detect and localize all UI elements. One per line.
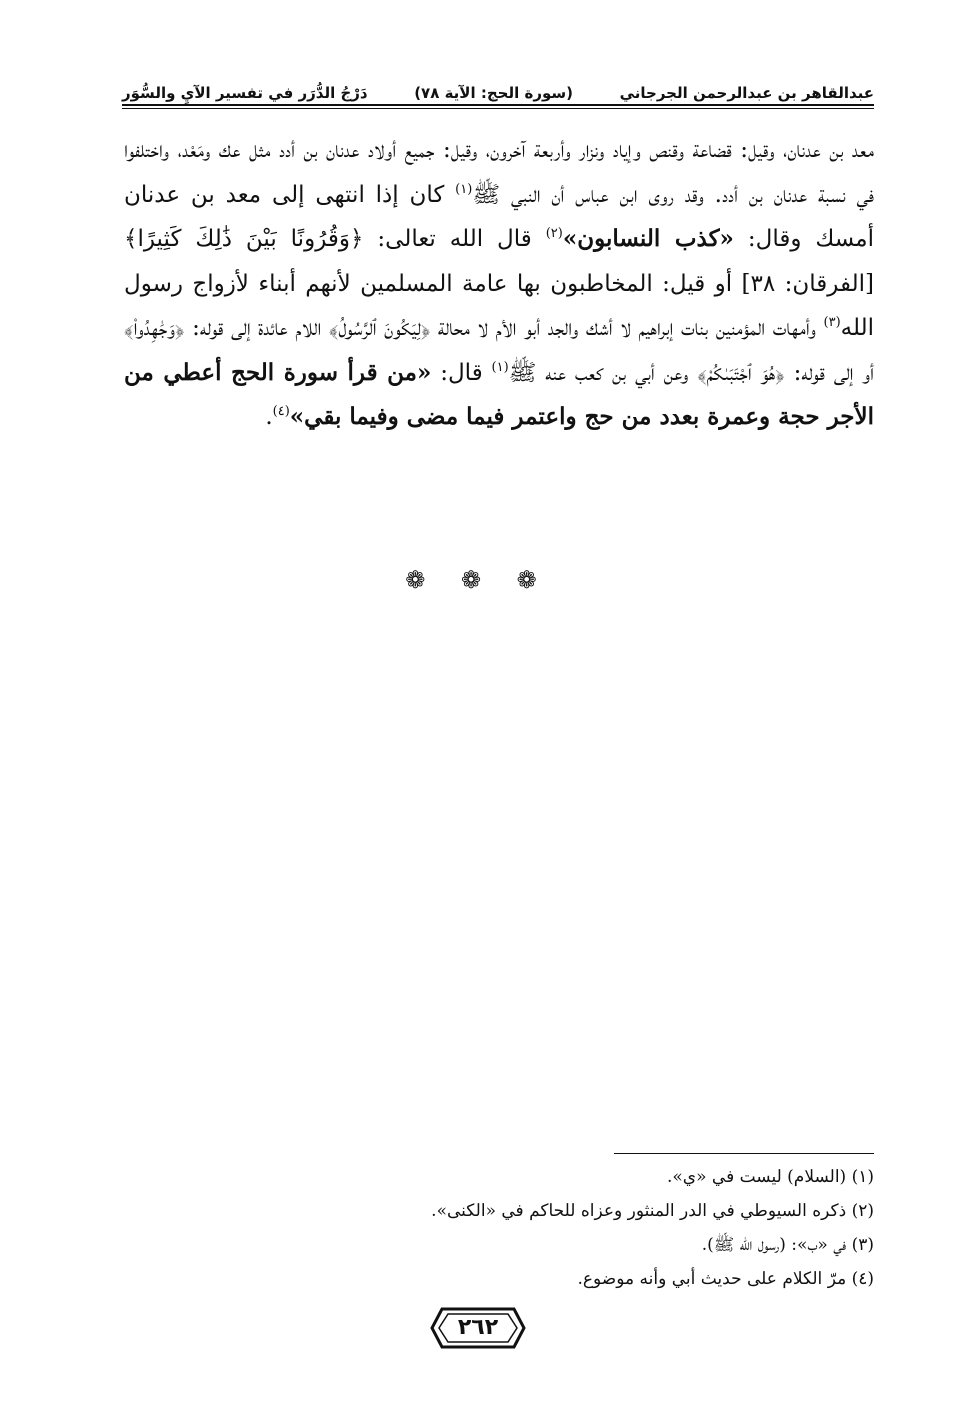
header-section: (سورة الحج: الآية ٧٨): [414, 84, 573, 102]
header-book-title: دَرْجُ الدُّرَر في تفسير الآيِ والسُّوَر: [122, 84, 368, 102]
page-number-emblem: [428, 1305, 528, 1351]
hadith-quote-2: «من قرأ سورة الحج أعطي من الأجر حجة وعمرة بعدد من حج واعتمر فيما مضى وفيما بقي»: [124, 358, 874, 430]
text-segment-5: قال:: [431, 359, 492, 386]
text-segment-2: كان إذا انتهى إلى معد بن عدنان أمسك وقال:: [124, 181, 874, 252]
text-segment-1: معد بن عدنان، وقيل: قضاعة وقنص وإياد ونزار وأربعة آخرون، وقيل: جميع أولاد عدنان بن أدد مثل عك ومَعْد، واختلفوا في نسبة عدنان بن أدد. وقد روى ابن عباس أن النبي ﷺ: [124, 137, 874, 208]
header-rule: [122, 104, 874, 106]
footnote-item: (٢) ذكره السيوطي في الدر المنثور وعزاه للحاكم في «الكنى».: [431, 1201, 874, 1221]
footnote-ref-4: (٤): [272, 404, 290, 419]
footnote-ref-1b: (١): [491, 359, 509, 375]
footnote-ref-2: (٢): [545, 226, 563, 241]
running-header: [122, 62, 874, 102]
footnote-item: (٣) في «ب»: (رسول الله ﷺ).: [701, 1235, 874, 1255]
text-segment-4: وأمهات المؤمنين بنات إبراهيم لا أشك والجد أبو الأم لا محالة ﴿لِيَكُونَ ٱلرَّسُولُ﴾ اللام عائدة إلى قوله: ﴿وَجَٰهِدُواْ﴾ أو إلى قوله: ﴿هُوَ ٱجْتَبَىٰكُمْ﴾ وعن أبي بن كعب عنه ﷺ: [124, 315, 874, 386]
section-separator-ornaments: ❁ ❁ ❁: [405, 566, 551, 594]
main-text: [124, 128, 874, 440]
text-segment-6: .: [265, 404, 273, 430]
footnote-rule: [614, 1153, 874, 1154]
hadith-quote-1: «كذب النسابون»: [562, 225, 734, 252]
page-number: ٢٦٢: [457, 1315, 499, 1340]
header-rule-thin: [122, 108, 874, 109]
footnote-ref-1: (١): [455, 181, 473, 197]
header-author: عبدالقاهر بن عبدالرحمن الجرجاني: [619, 84, 874, 102]
footnote-ref-3: (٣): [823, 315, 841, 330]
text-segment-3: قال الله تعالى: ﴿وَقُرُونًا بَيْنَ ذَٰلِكَ كَثِيرًا﴾ [الفرقان: ٣٨] أو قيل: المخاطبون بها عامة المسلمين لأنهم أبناء لأزواج رسول الله: [124, 226, 874, 341]
footnotes: [300, 1160, 874, 1296]
footnote-item: (٤) مرّ الكلام على حديث أبي وأنه موضوع.: [577, 1269, 874, 1289]
footnote-item: (١) (السلام) ليست في «ي».: [666, 1167, 874, 1187]
